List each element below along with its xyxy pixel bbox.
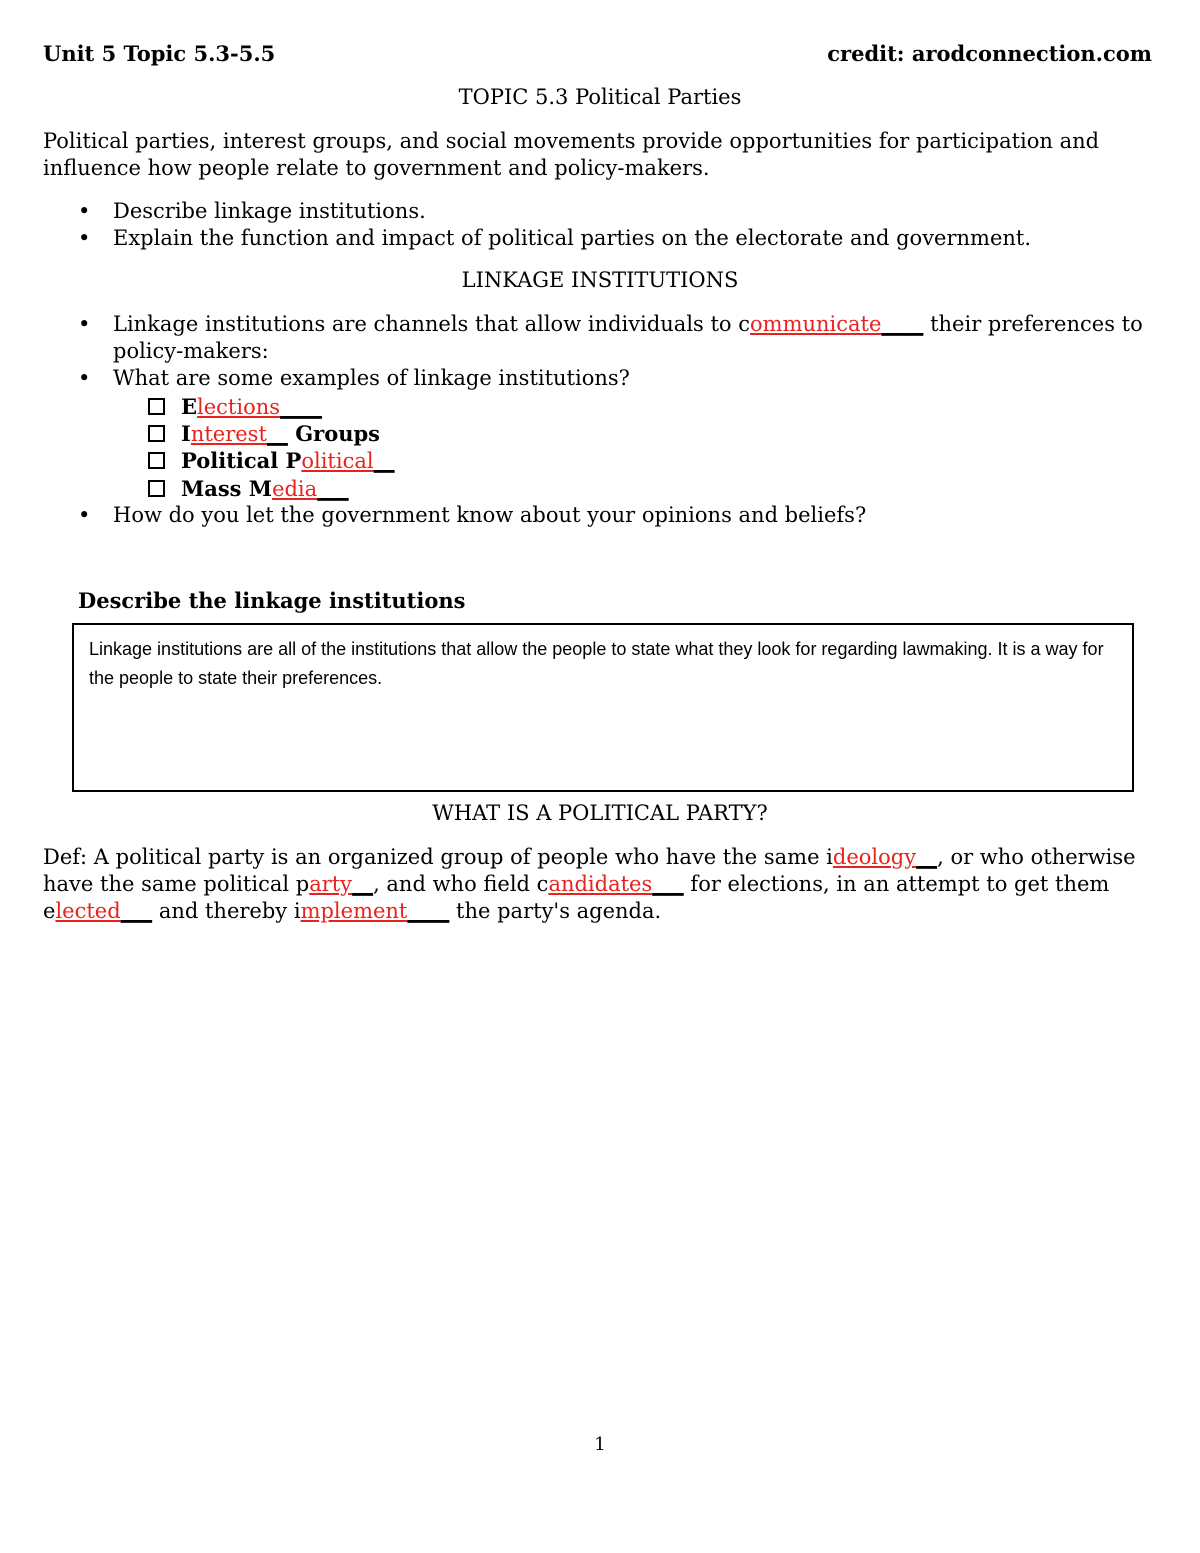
intro-paragraph: Political parties, interest groups, and social movements provide opportunities for participation and influence how people relate to government and policy-makers. <box>43 129 1100 180</box>
header-unit-title: Unit 5 Topic 5.3-5.5 <box>43 41 276 66</box>
bullet-icon: • <box>78 199 91 223</box>
example-item: Elections____ <box>148 393 322 421</box>
definition-paragraph: Def: A political party is an organized group of people who have the same ideology__, or who otherwise have the same political party__, and who field candidates___ for elections, in an attempt to get them elected___ and thereby implement____ the party's agenda. <box>43 845 1136 923</box>
answer-party: arty <box>309 872 353 896</box>
example-item: Interest__ Groups <box>148 420 380 448</box>
header-credit: credit: arodconnection.com <box>827 41 1152 66</box>
topic-title: TOPIC 5.3 Political Parties <box>458 85 742 109</box>
checkbox-icon <box>148 480 165 497</box>
answer-implement: mplement <box>300 899 408 923</box>
answer-elected: lected <box>55 899 121 923</box>
answer-candidates: andidates <box>548 872 653 896</box>
example-item: Political Political__ <box>148 447 395 475</box>
bullet-icon: • <box>78 312 91 336</box>
checkbox-icon <box>148 398 165 415</box>
checkbox-icon <box>148 452 165 469</box>
answer-ideology: deology <box>832 845 917 869</box>
bullet-icon: • <box>78 226 91 250</box>
example-item: Mass Media___ <box>148 475 349 503</box>
describe-heading: Describe the linkage institutions <box>78 588 466 613</box>
checkbox-icon <box>148 425 165 442</box>
answer-text: Linkage institutions are all of the institutions that allow the people to state what they look for regarding lawmaking. It is a way for the people to state their preferences. <box>89 639 1104 688</box>
bullet-icon: • <box>78 503 91 527</box>
answer-communicate: ommunicate <box>750 312 882 336</box>
party-heading: WHAT IS A POLITICAL PARTY? <box>432 801 768 825</box>
answer-box[interactable] <box>72 623 1134 792</box>
linkage-heading: LINKAGE INSTITUTIONS <box>461 268 739 292</box>
page-number: 1 <box>594 1434 606 1455</box>
linkage-bullet: • Linkage institutions are channels that allow individuals to communicate____ their preferences to policy-makers: <box>78 312 1143 363</box>
bullet-icon: • <box>78 366 91 390</box>
